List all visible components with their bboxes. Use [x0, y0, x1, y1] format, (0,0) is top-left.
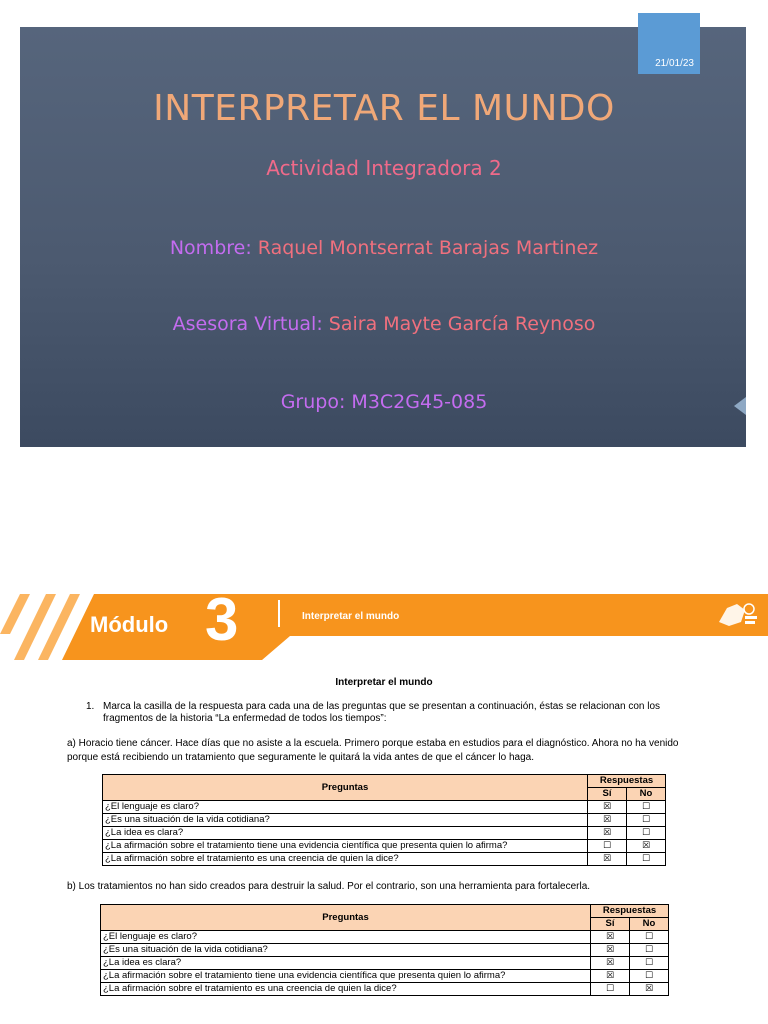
module-number: 3: [205, 586, 239, 653]
paragraph-a: a) Horacio tiene cáncer. Hace días que no asiste a la escuela. Primero porque estaba en estudios para el diagnóstico. Ahora no ha venido porque está recibiendo un tratamiento que seguramente le quitará la vida antes de que el cáncer lo haga.: [67, 738, 679, 763]
question-cell: ¿La idea es clara?: [103, 827, 588, 840]
question-cell: ¿El lenguaje es claro?: [103, 801, 588, 814]
header-yes: Sí: [591, 918, 630, 931]
table-row: [103, 801, 666, 814]
table-row: [103, 840, 666, 853]
no-checkbox[interactable]: ☐: [630, 970, 669, 983]
no-checkbox[interactable]: ☐: [627, 853, 666, 866]
yes-checkbox[interactable]: ☒: [588, 853, 627, 866]
questions-table-b: [100, 904, 669, 996]
header-answers: Respuestas: [588, 775, 666, 788]
question-cell: ¿El lenguaje es claro?: [101, 931, 591, 944]
advisor-label: Asesora Virtual:: [172, 313, 323, 335]
yes-checkbox[interactable]: ☐: [591, 983, 630, 996]
slide-subtitle: Actividad Integradora 2: [266, 156, 502, 180]
question-cell: ¿La idea es clara?: [101, 957, 591, 970]
group-value: M3C2G45-085: [351, 391, 488, 413]
header-no: No: [630, 918, 669, 931]
no-checkbox[interactable]: ☐: [627, 827, 666, 840]
table-row: [101, 957, 669, 970]
question-cell: ¿La afirmación sobre el tratamiento es una creencia de quien la dice?: [101, 983, 591, 996]
questions-table-a: [102, 774, 666, 866]
no-checkbox[interactable]: ☒: [627, 840, 666, 853]
no-checkbox[interactable]: ☐: [627, 801, 666, 814]
question-cell: ¿La afirmación sobre el tratamiento es una creencia de quien la dice?: [103, 853, 588, 866]
question-cell: ¿La afirmación sobre el tratamiento tiene una evidencia científica que presenta quien lo afirma?: [103, 840, 588, 853]
question-cell: ¿Es una situación de la vida cotidiana?: [103, 814, 588, 827]
header-questions: Preguntas: [101, 905, 591, 931]
no-checkbox[interactable]: ☐: [630, 931, 669, 944]
yes-checkbox[interactable]: ☒: [591, 944, 630, 957]
student-name-line: [0, 237, 768, 259]
band-subject: Interpretar el mundo: [302, 611, 400, 622]
advisor-line: [0, 313, 768, 335]
header-yes: Sí: [588, 788, 627, 801]
name-value: Raquel Montserrat Barajas Martinez: [257, 237, 599, 259]
yes-checkbox[interactable]: ☒: [591, 957, 630, 970]
table-row: [101, 983, 669, 996]
prepa-logo-icon: [715, 600, 759, 630]
yes-checkbox[interactable]: ☒: [591, 931, 630, 944]
yes-checkbox[interactable]: ☒: [588, 814, 627, 827]
instruction-text: Marca la casilla de la respuesta para cada una de las preguntas que se presentan a continuación, éstas se relacionan con los fragmentos de la historia “La enfermedad de todos los tiempos”:: [103, 701, 661, 724]
yes-checkbox[interactable]: ☒: [588, 801, 627, 814]
band-divider: [278, 600, 280, 627]
table-row: [101, 944, 669, 957]
table-row: [101, 970, 669, 983]
group-line: [0, 391, 768, 413]
table-row: [101, 931, 669, 944]
table-row: [103, 814, 666, 827]
header-no: No: [627, 788, 666, 801]
group-label: Grupo:: [280, 391, 346, 413]
slide-title: INTERPRETAR EL MUNDO: [153, 88, 615, 129]
name-label: Nombre:: [169, 237, 252, 259]
header-answers: Respuestas: [591, 905, 669, 918]
date-box: [638, 13, 700, 74]
yes-checkbox[interactable]: ☒: [591, 970, 630, 983]
header-questions: Preguntas: [103, 775, 588, 801]
no-checkbox[interactable]: ☐: [627, 814, 666, 827]
module-word: Módulo: [90, 612, 169, 637]
instruction-number: 1.: [86, 701, 95, 712]
table-row: [103, 827, 666, 840]
question-cell: ¿Es una situación de la vida cotidiana?: [101, 944, 591, 957]
advisor-value: Saira Mayte García Reynoso: [328, 313, 596, 335]
question-cell: ¿La afirmación sobre el tratamiento tiene una evidencia científica que presenta quien lo afirma?: [101, 970, 591, 983]
no-checkbox[interactable]: ☐: [630, 944, 669, 957]
yes-checkbox[interactable]: ☒: [588, 827, 627, 840]
no-checkbox[interactable]: ☒: [630, 983, 669, 996]
yes-checkbox[interactable]: ☐: [588, 840, 627, 853]
paragraph-b: b) Los tratamientos no han sido creados para destruir la salud. Por el contrario, son una herramienta para fortalecerla.: [67, 881, 591, 892]
no-checkbox[interactable]: ☐: [630, 957, 669, 970]
slide-date: 21/01/23: [655, 58, 694, 69]
table-row: [103, 853, 666, 866]
document-title: Interpretar el mundo: [335, 677, 433, 688]
